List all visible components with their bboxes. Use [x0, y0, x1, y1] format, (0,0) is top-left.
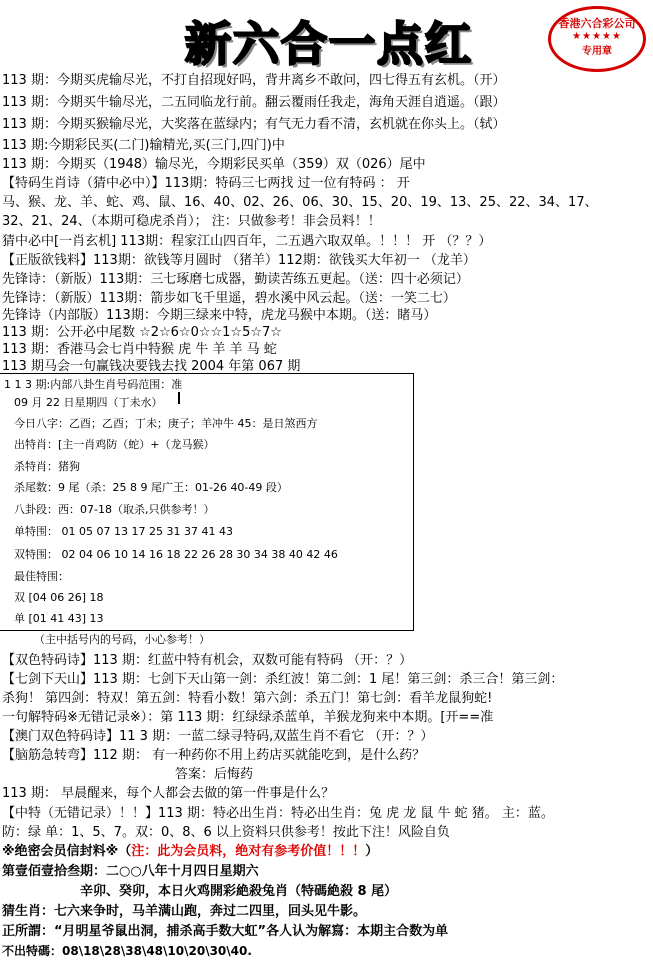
- box-line: 单 [01 41 43] 13: [14, 612, 104, 625]
- member-notice-prefix: ※绝密会员信封料※（: [2, 844, 132, 859]
- prediction-line: 113 期:今期彩民买(二门)输精光,买(三门,四门)中: [2, 138, 285, 153]
- prediction-line: 【特码生肖诗（猜中必中）】113期：特码三七两找 过一位有特码 ： 开: [2, 176, 410, 191]
- prediction-line: 113 期：公开必中尾数 ☆2☆6☆0☆☆1☆5☆7☆: [2, 325, 282, 340]
- box-line: 双 [04 06 26] 18: [14, 591, 104, 604]
- issue-date-line: 第壹佰壹拾叁期：二○○八年十月四日星期六: [2, 864, 259, 879]
- prediction-line: 马、猴、龙、羊、蛇、鸡、鼠、16、40、02、26、06、30、15、20、19、13、25、22、34、17、: [2, 195, 598, 210]
- box-line: 杀特肖：猪狗: [14, 460, 80, 473]
- answer-line: 答案：后悔药: [175, 767, 254, 782]
- box-line: 1 1 3 期:内部八卦生肖号码范围：准: [4, 378, 183, 391]
- box-line: 最佳特围：: [14, 570, 69, 583]
- seal-top-text: 香港六合彩公司: [558, 17, 636, 30]
- box-line: 出特肖：[主一肖鸡防（蛇）+（龙马猴）: [14, 438, 215, 451]
- member-notice-red: 注：此为会员料，绝对有参考价值！！！: [131, 844, 366, 859]
- prediction-line: 113 期：今期买牛输尽光，二五同临龙行前。翻云覆雨任我走，海角天涯自逍遥。（跟）: [2, 95, 506, 110]
- seal-bottom-text: 专用章: [582, 46, 612, 57]
- prediction-line: 113 期：香港马会七肖中特猴 虎 牛 羊 羊 马 蛇: [2, 342, 277, 357]
- prediction-line: 先锋诗：（新版）113期：三七琢磨七成器，勤读苦练五更起。（送：四十必须记）: [2, 272, 469, 287]
- prediction-line: 【中特（无错记录）！！】113 期：特必出生肖：特必出生肖：兔 虎 龙 鼠 牛 蛇 猪。 主：蓝。: [2, 806, 554, 821]
- header: [0, 0, 653, 70]
- prediction-line: 113 期：今期买虎输尽光，不打自招现好吗，背井离乡不敢问，四七得五有玄机。（开）: [2, 73, 506, 88]
- box-line: 八卦段：西：07-18（取杀,只供参考！）: [14, 503, 215, 516]
- prediction-line: 32、21、24、（本期可稳虎杀肖）； 注：只做参考！非会员料！！: [2, 214, 381, 229]
- prediction-line: 113 期：今期买（1948）输尽光，今期彩民买单（359）双（026）尾中: [2, 157, 426, 172]
- prediction-line: 113 期： 早晨醒来，每个人都会去做的第一件事是什么？: [2, 786, 335, 801]
- prediction-line: 【正版欲钱料】113期：欲钱等月圆时 （猪羊）112期：欲钱买大年初一 （龙羊）: [2, 253, 476, 268]
- prediction-line: 先锋诗（内部版）113期：今期三绿来中特，虎龙马猴中本期。（送：睹马）: [2, 308, 437, 323]
- prediction-line: 【七剑下天山】113 期：七剑下天山第一剑：杀红波！第二剑：1 尾！第三剑：杀三合！第三剑：: [2, 672, 564, 687]
- box-line: 杀尾数：9 尾（杀：25 8 9 尾广王：01-26 40-49 段）: [14, 481, 288, 494]
- no-special-line: 不出特碼：08\18\28\38\48\10\20\30\40.: [2, 944, 252, 958]
- prediction-line: 【脑筋急转弯】112 期： 有一种药你不用上药店买就能吃到，是什么药？: [2, 748, 426, 763]
- box-line: 单特围： 01 05 07 13 17 25 31 37 41 43: [14, 525, 233, 538]
- prediction-line: 113 期：今期买猴输尽光，大奖落在蓝绿内；有气无力看不清，玄机就在你头上。（轼）: [2, 117, 506, 132]
- seal-stars: ★★★★★: [572, 31, 622, 42]
- member-notice-line: [2, 844, 378, 860]
- guess-zodiac-line: 猜生肖：七六来争时，马羊满山跑，奔过二四里，回头见牛影。: [2, 904, 367, 919]
- prediction-line: 【澳门双色特码诗】11 3 期：一蓝二绿寻特码,双蓝生肖不看它 （开：？）: [2, 729, 434, 744]
- prediction-line: 猜中必中[一肖玄机] 113期：程家江山四百年，二五遇六取双单。！！！ 开 （？？）: [2, 234, 492, 249]
- kill-line: 辛卯、癸卯，本日火鸡開彩絶殺兔肖（特碼絶殺 8 尾）: [80, 884, 398, 899]
- newspaper-title: 新六合一点红: [185, 17, 473, 71]
- box-line: （主中括号内的号码，小心参考！）: [34, 633, 210, 646]
- prediction-line: 防：绿 单：1、5、7。双：0、8、6 以上资料只供参考！按此下注！风险自负: [2, 825, 450, 840]
- company-seal: [548, 6, 646, 72]
- prediction-line: 杀狗！ 第四剑：特双！第五剑：特看小数！第六剑：杀五门！第七剑：看羊龙鼠狗蛇!: [2, 691, 493, 706]
- prediction-line: 一句解特码※无错记录※）：第 113 期：红绿绿杀蓝单，羊猴龙狗来中本期。[开==准: [2, 710, 494, 725]
- prediction-line: 113 期马会一句赢钱决要钱去找 2004 年第 067 期: [2, 359, 301, 374]
- box-line: 今日八字：乙酉；乙酉；丁未；庚子；羊冲牛 45：是日煞西方: [14, 417, 318, 430]
- box-line: 双特围： 02 04 06 10 14 16 18 22 26 28 30 34 38 40 42 46: [14, 548, 338, 561]
- member-notice-suffix: ）: [365, 844, 379, 859]
- prediction-line: 【双色特码诗】113 期：红蓝中特有机会，双数可能有特码 （开：？）: [2, 653, 413, 668]
- text-cursor: [178, 392, 180, 404]
- prediction-line: 先锋诗：（新版）113期：箭步如飞千里遥，碧水溪中风云起。（送：一笑二七）: [2, 291, 456, 306]
- saying-line: 正所謂：“月明星爷鼠出洞，捕杀高手数大虹”各人认为解寫：本期主合数为单: [2, 924, 449, 939]
- box-line: 09 月 22 日星期四（丁未水）: [14, 396, 163, 409]
